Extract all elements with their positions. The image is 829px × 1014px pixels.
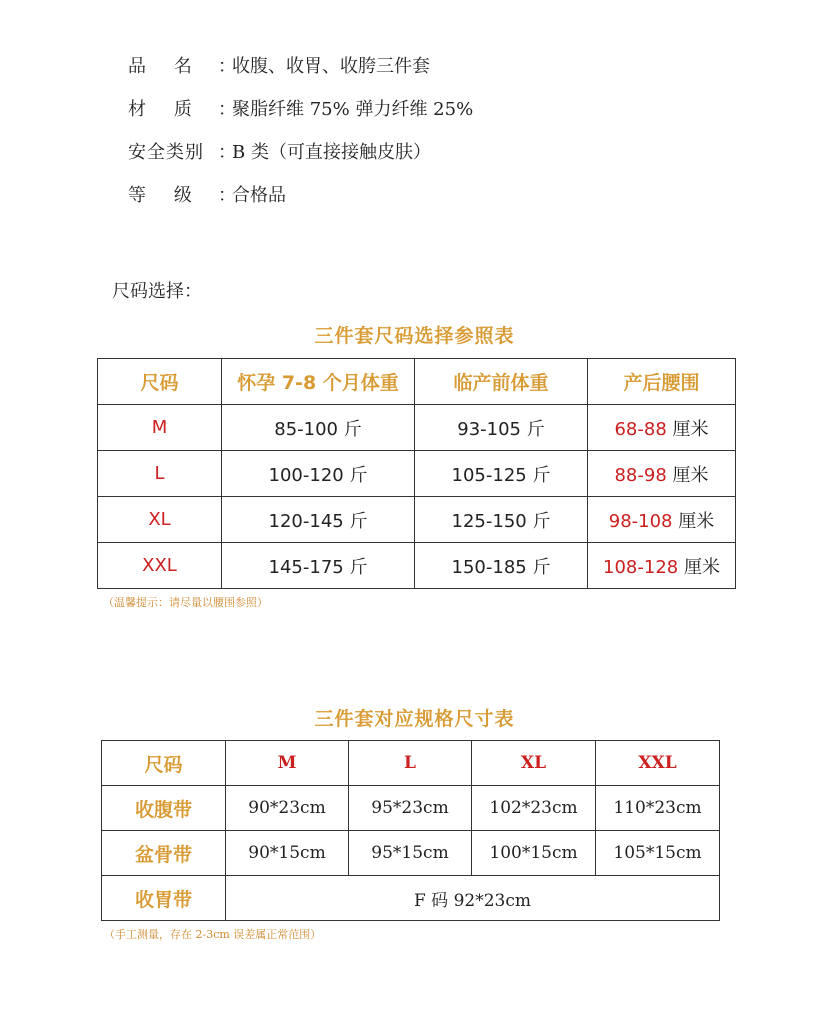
spec-cell: 100*15cm <box>472 831 596 876</box>
waist-range: 68-88 <box>614 418 667 440</box>
row-label-cell: 收胃带 <box>102 876 226 921</box>
waist-cell <box>588 405 736 451</box>
info-separator: ： <box>218 56 236 77</box>
waist-range: 108-128 <box>603 556 679 578</box>
size-header-cell: L <box>349 741 472 786</box>
waist-unit: 厘米 <box>678 510 715 532</box>
waist-cell <box>588 451 736 497</box>
size-reference-table <box>97 358 736 589</box>
info-row-safety <box>128 138 728 181</box>
row-label-cell: 盆骨带 <box>102 831 226 876</box>
pregnant-weight-cell: 120-145 斤 <box>222 497 415 543</box>
table-row <box>102 876 720 921</box>
table-row <box>102 831 720 876</box>
info-separator: ： <box>218 142 236 163</box>
size-cell: L <box>98 451 222 497</box>
waist-unit: 厘米 <box>672 418 709 440</box>
size-cell: M <box>98 405 222 451</box>
header-cell: 产后腰围 <box>588 359 736 405</box>
info-value: 聚脂纤维 75% 弹力纤维 25% <box>232 99 474 120</box>
waist-reference-note: （温馨提示：请尽量以腰围参照） <box>103 596 268 609</box>
info-label: 等 级 <box>128 185 193 206</box>
header-cell: 怀孕 7-8 个月体重 <box>222 359 415 405</box>
prenatal-weight-cell: 105-125 斤 <box>415 451 588 497</box>
spec-cell: 105*15cm <box>596 831 720 876</box>
info-value: 合格品 <box>232 185 286 206</box>
size-reference-table-title: 三件套尺码选择参照表 <box>314 325 515 347</box>
info-label: 材 质 <box>128 99 193 120</box>
pregnant-weight-cell: 145-175 斤 <box>222 543 415 589</box>
prenatal-weight-cell: 93-105 斤 <box>415 405 588 451</box>
prenatal-weight-cell: 150-185 斤 <box>415 543 588 589</box>
spec-cell: 95*23cm <box>349 786 472 831</box>
info-value: 收腹、收胃、收胯三件套 <box>232 56 430 77</box>
info-label: 品 名 <box>128 56 193 77</box>
info-row-name <box>128 52 728 95</box>
spec-cell: 95*15cm <box>349 831 472 876</box>
header-cell: 尺码 <box>102 741 226 786</box>
info-separator: ： <box>218 99 236 120</box>
waist-unit: 厘米 <box>683 556 720 578</box>
size-cell: XXL <box>98 543 222 589</box>
spec-cell: 90*15cm <box>226 831 349 876</box>
waist-cell <box>588 497 736 543</box>
info-value: B 类（可直接接触皮肤） <box>232 142 431 163</box>
table-row <box>98 405 736 451</box>
waist-range: 88-98 <box>614 464 667 486</box>
row-label-cell: 收腹带 <box>102 786 226 831</box>
spec-cell-merged: F 码 92*23cm <box>226 876 720 921</box>
spec-table-title: 三件套对应规格尺寸表 <box>314 708 515 730</box>
header-cell: 临产前体重 <box>415 359 588 405</box>
table-row <box>102 786 720 831</box>
waist-cell <box>588 543 736 589</box>
spec-cell: 110*23cm <box>596 786 720 831</box>
table-row <box>98 451 736 497</box>
waist-unit: 厘米 <box>672 464 709 486</box>
size-header-cell: XXL <box>596 741 720 786</box>
pregnant-weight-cell: 100-120 斤 <box>222 451 415 497</box>
size-selection-heading: 尺码选择： <box>112 281 202 302</box>
waist-range: 98-108 <box>608 510 673 532</box>
info-separator: ： <box>218 185 236 206</box>
pregnant-weight-cell: 85-100 斤 <box>222 405 415 451</box>
spec-size-table <box>101 740 720 921</box>
product-info <box>128 52 728 224</box>
info-label: 安全类别 <box>128 142 204 163</box>
prenatal-weight-cell: 125-150 斤 <box>415 497 588 543</box>
size-cell: XL <box>98 497 222 543</box>
size-header-cell: M <box>226 741 349 786</box>
measurement-note: （手工测量，存在 2-3cm 误差属正常范围） <box>104 928 322 941</box>
table-header-row <box>98 359 736 405</box>
header-cell: 尺码 <box>98 359 222 405</box>
info-row-grade <box>128 181 728 224</box>
info-row-material <box>128 95 728 138</box>
table-row <box>98 543 736 589</box>
table-row <box>98 497 736 543</box>
size-header-cell: XL <box>472 741 596 786</box>
table-header-row <box>102 741 720 786</box>
spec-cell: 102*23cm <box>472 786 596 831</box>
spec-cell: 90*23cm <box>226 786 349 831</box>
